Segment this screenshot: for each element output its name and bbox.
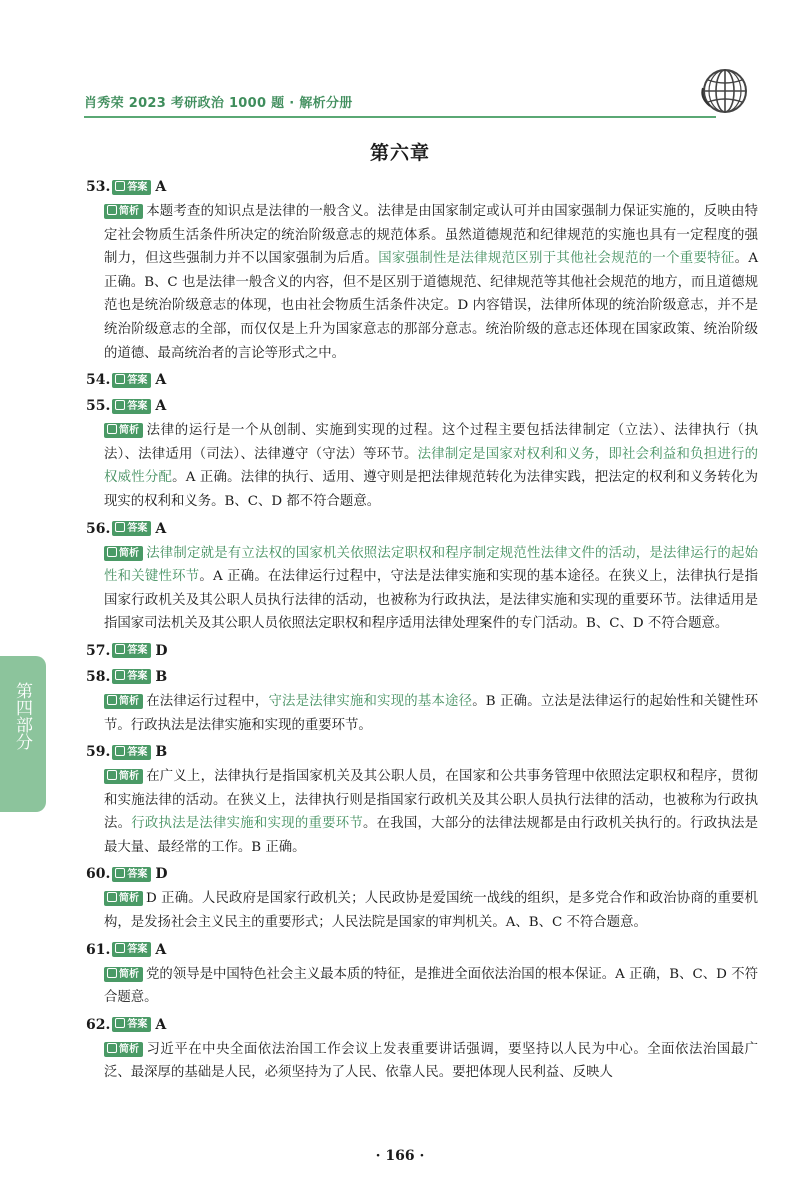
analysis-tag [104, 769, 143, 784]
analysis-text: 法律的运行是一个从创制、实施到实现的过程。这个过程主要包括法律制定（立法）、法律执行（执法）、法律适用（司法）、法律遵守（守法）等环节。 [104, 423, 758, 462]
question-number: 53. [86, 179, 111, 195]
side-tab-label: 第四部分 [12, 682, 32, 750]
answer-line [86, 1012, 758, 1038]
answer-line [86, 367, 758, 393]
analysis-paragraph [104, 690, 758, 737]
pencil-note-icon [115, 181, 125, 191]
analysis-tag [104, 694, 143, 709]
analysis-text: 。在我国，大部分的法律法规都是由行政机关执行的。行政执法是最大量、最经常的工作。B 正确。 [104, 816, 759, 855]
answer-tag [112, 942, 151, 957]
answer-tag-label: 答案 [127, 868, 148, 880]
answer-line [86, 393, 758, 419]
answer-tag [112, 643, 151, 658]
eye-note-icon [107, 968, 117, 978]
pencil-note-icon [115, 522, 125, 532]
question-number: 62. [86, 1016, 111, 1033]
answer-tag [112, 521, 151, 536]
answer-tag [112, 1017, 151, 1032]
answer-line [86, 861, 758, 887]
answer-letter: A [155, 372, 167, 389]
pencil-note-icon [115, 644, 125, 654]
analysis-text: 本题考查的知识点是法律的一般含义。法律是由国家制定或认可并由国家强制力保证实施的，反映由特定社会物质生活条件所决定的统治阶级意志的规范体系。虽然道德规范和纪律规范的实施也具有一定程度的强制力，但这些强制力并不以国家强制为后盾。 [104, 204, 758, 267]
analysis-text: 习近平在中央全面依法治国工作会议上发表重要讲话强调，要坚持以人民为中心。全面依法治国最广泛、最深厚的基础是人民，必须坚持为了人民、依靠人民。要把体现人民利益、反映人 [104, 1041, 758, 1081]
highlighted-text: 行政执法是法律实施和实现的重要环节 [131, 816, 363, 832]
question-number: 56. [86, 520, 111, 537]
answer-line [86, 516, 758, 542]
answer-letter: A [155, 1016, 167, 1033]
analysis-text: 。B 正确。立法是法律运行的起始性和关键性环节。行政执法是法律实施和实现的重要环节。 [104, 693, 758, 733]
answer-line [86, 664, 758, 690]
question-number: 60. [86, 866, 111, 883]
analysis-text: 在广义上，法律执行是指国家机关及其公职人员，在国家和公共事务管理中依照法定职权和程序，贯彻和实施法律的活动。在狭义上，法律执行则是指国家行政机关及其公职人员执行法律的活动，也被称为行政执法。 [104, 769, 758, 832]
pencil-note-icon [115, 746, 125, 756]
answer-letter: B [155, 668, 168, 685]
answer-tag-label: 答案 [127, 374, 148, 386]
pencil-note-icon [115, 374, 125, 384]
analysis-tag [104, 891, 143, 906]
question-number: 55. [86, 398, 111, 415]
analysis-text: D 正确。人民政府是国家行政机关；人民政协是爱国统一战线的组织，是多党合作和政治协商的重要机构，是发扬社会主义民主的重要形式；人民法院是国家的审判机关。A、B、C 不符合题意。 [104, 891, 758, 931]
answer-tag [112, 399, 151, 414]
question-number: 61. [86, 941, 111, 958]
analysis-text: 在法律运行过程中， [146, 693, 269, 709]
answer-tag-label: 答案 [127, 746, 148, 758]
answer-tag [112, 669, 151, 684]
answer-letter: A [155, 179, 167, 195]
analysis-text: 。A 正确。法律的执行、适用、遵守则是把法律规范转化为法律实践，把法定的权利和义务转化为现实的权利和义务。B、C、D 都不符合题意。 [104, 470, 758, 509]
pencil-note-icon [115, 943, 125, 953]
answer-tag [112, 180, 151, 195]
eye-note-icon [107, 892, 117, 902]
eye-note-icon [107, 770, 117, 780]
answer-tag-label: 答案 [127, 1019, 148, 1031]
analysis-text: 。A 正确。在法律运行过程中，守法是法律实施和实现的基本途径。在狭义上，法律执行是指国家行政机关及其公职人员执行法律的活动，也被称为行政执法，是法律实施和实现的重要环节。法律适用是指国家司法机关及其公职人员依照法定职权和程序适用法律处理案件的专门活动。B、C、D 不符合题意。 [104, 569, 758, 632]
running-header [84, 92, 706, 114]
highlighted-text: 法律制定就是有立法权的国家机关依照法定职权和程序制定规范性法律文件的活动，是法律运行的起始性和关键性环节 [104, 545, 758, 585]
analysis-tag [104, 967, 143, 982]
question-number: 59. [86, 744, 111, 761]
analysis-paragraph [104, 542, 758, 636]
answer-tag-label: 答案 [127, 944, 148, 956]
globe-icon [700, 66, 750, 116]
book-title: 肖秀荣 2023 考研政治 1000 题 · 解析分册 [84, 96, 353, 111]
analysis-paragraph [104, 419, 758, 513]
answer-line [86, 937, 758, 963]
highlighted-text: 守法是法律实施和实现的基本途径 [268, 693, 473, 709]
pencil-note-icon [115, 670, 125, 680]
answer-tag-label: 答案 [127, 400, 148, 412]
chapter-title: 第六章 [369, 142, 430, 164]
pencil-note-icon [115, 868, 125, 878]
answer-letter: A [155, 520, 167, 537]
analysis-tag-label: 简析 [119, 968, 139, 980]
analysis-tag-label: 简析 [119, 771, 139, 783]
analysis-paragraph [104, 963, 758, 1010]
answer-tag [112, 867, 151, 882]
analysis-paragraph [104, 200, 758, 365]
analysis-paragraph [104, 887, 758, 934]
analysis-text: 。A 正确。B、C 也是法律一般含义的内容，但不是区别于道德规范、纪律规范等其他社会规范的地方，而且道德规范也是统治阶级意志的体现，也由社会物质生活条件决定。D 内容错误，法律所体现的统治阶级意志，并不是统治阶级意志的全部，而仅仅是上升为国家意志的那部分意志。统治阶级的意志还体现在国家政策、统治阶级的道德、最高统治者的言论等形式之中。 [104, 251, 759, 361]
pencil-note-icon [115, 400, 125, 410]
answer-tag-label: 答案 [127, 181, 148, 193]
answer-tag-label: 答案 [127, 645, 148, 657]
analysis-tag-label: 简析 [119, 1043, 139, 1055]
answer-line [86, 739, 758, 765]
answer-letter: A [155, 941, 167, 958]
question-number: 57. [86, 642, 111, 659]
analysis-tag-label: 简析 [119, 893, 139, 905]
analysis-paragraph [104, 1038, 758, 1085]
answer-tag [112, 745, 151, 760]
eye-note-icon [107, 205, 117, 215]
analysis-tag [104, 204, 143, 219]
eye-note-icon [107, 1043, 117, 1053]
answer-tag-label: 答案 [127, 671, 148, 683]
eye-note-icon [107, 695, 117, 705]
answer-letter: B [155, 744, 168, 761]
answer-list [86, 174, 758, 1087]
analysis-tag [104, 1042, 143, 1057]
analysis-tag [104, 546, 143, 561]
analysis-tag-label: 简析 [119, 695, 139, 707]
page-number: · 166 · [375, 1148, 425, 1164]
header-rule [84, 116, 716, 118]
eye-note-icon [107, 424, 117, 434]
analysis-tag [104, 423, 143, 438]
question-number: 58. [86, 668, 111, 685]
analysis-tag-label: 简析 [119, 547, 139, 559]
section-side-tab [0, 656, 46, 812]
highlighted-text: 国家强制性是法律规范区别于其他社会规范的一个重要特征 [378, 251, 735, 267]
answer-line [86, 174, 758, 200]
analysis-tag-label: 简析 [119, 425, 139, 437]
highlighted-text: 法律制定是国家对权利和义务，即社会利益和负担进行的权威性分配 [104, 446, 758, 486]
analysis-paragraph [104, 765, 758, 859]
analysis-text: 党的领导是中国特色社会主义最本质的特征，是推进全面依法治国的根本保证。A 正确，B、C、D 不符合题意。 [104, 966, 758, 1006]
answer-tag [112, 373, 151, 388]
answer-line [86, 638, 758, 664]
answer-letter: A [155, 398, 167, 415]
question-number: 54. [86, 372, 111, 389]
answer-tag-label: 答案 [127, 523, 148, 535]
pencil-note-icon [115, 1018, 125, 1028]
analysis-tag-label: 简析 [119, 206, 139, 217]
answer-letter: D [155, 642, 168, 659]
answer-letter: D [155, 866, 168, 883]
eye-note-icon [107, 547, 117, 557]
